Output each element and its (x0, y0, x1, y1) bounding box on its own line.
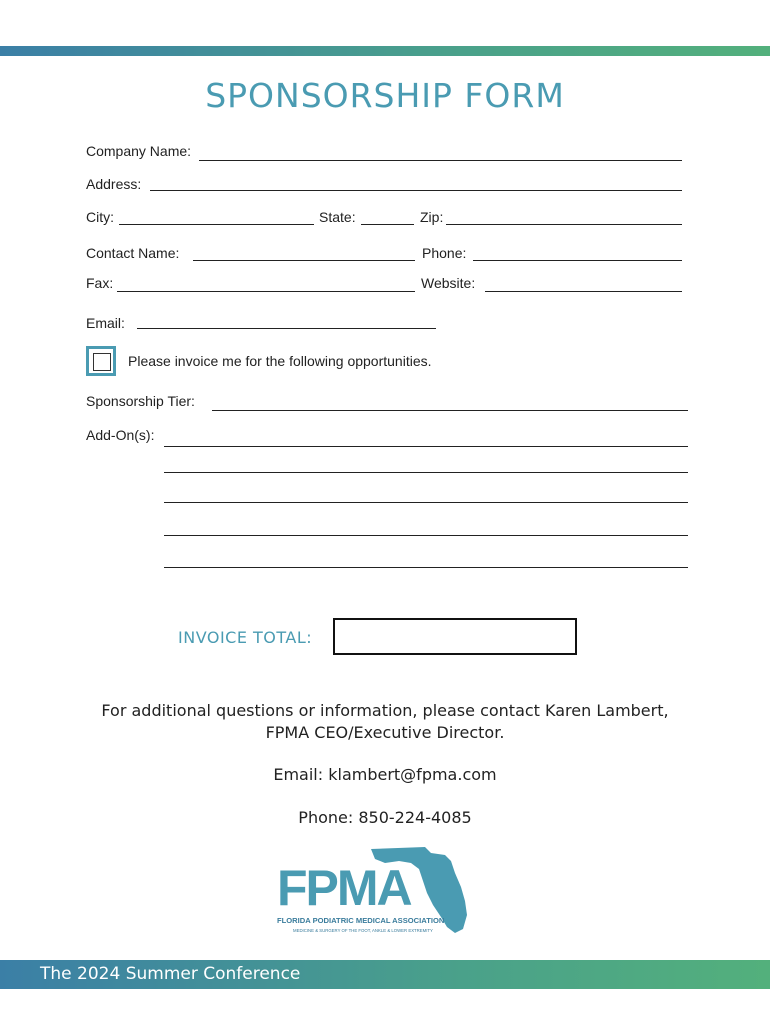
footer-conference-title: The 2024 Summer Conference (40, 964, 301, 984)
logo-org-name: FLORIDA PODIATRIC MEDICAL ASSOCIATION (277, 916, 445, 925)
add-on-line[interactable] (164, 502, 688, 503)
zip-label: Zip: (420, 209, 444, 225)
fax-field[interactable] (117, 291, 415, 292)
logo-wordmark: FPMA (277, 860, 411, 916)
add-on-line[interactable] (164, 535, 688, 536)
fpma-logo (275, 845, 475, 937)
contact-name-field[interactable] (193, 260, 415, 261)
website-label: Website: (421, 275, 476, 291)
email-label: Email: (86, 315, 125, 331)
add-on-line[interactable] (164, 472, 688, 473)
contact-phone: Phone: 850-224-4085 (298, 808, 472, 827)
sponsorship-tier-field[interactable] (212, 410, 688, 411)
add-on-line[interactable] (164, 446, 688, 447)
state-field[interactable] (361, 224, 414, 225)
contact-name-label: Contact Name: (86, 245, 180, 261)
email-field[interactable] (137, 328, 436, 329)
invoice-checkbox-label: Please invoice me for the following opportunities. (128, 353, 432, 369)
zip-field[interactable] (446, 224, 682, 225)
city-field[interactable] (119, 224, 314, 225)
company-name-label: Company Name: (86, 143, 192, 159)
phone-field[interactable] (473, 260, 682, 261)
form-title: SPONSORSHIP FORM (205, 76, 565, 115)
add-ons-label: Add-On(s): (86, 427, 155, 443)
contact-info-line1: For additional questions or information, please contact Karen Lambert, (101, 701, 669, 720)
city-label: City: (86, 209, 114, 225)
state-label: State: (319, 209, 356, 225)
add-on-line[interactable] (164, 567, 688, 568)
checkbox-square (93, 353, 111, 371)
footer-bar (0, 960, 770, 989)
contact-info-line2: FPMA CEO/Executive Director. (265, 723, 505, 742)
invoice-checkbox[interactable] (86, 346, 116, 376)
phone-label: Phone: (422, 245, 467, 261)
sponsorship-tier-label: Sponsorship Tier: (86, 393, 195, 409)
company-name-field[interactable] (199, 160, 682, 161)
fax-label: Fax: (86, 275, 114, 291)
invoice-total-box[interactable] (333, 618, 577, 655)
website-field[interactable] (485, 291, 682, 292)
logo-tagline: MEDICINE & SURGERY OF THE FOOT, ANKLE & LOWER EXTREMITY (293, 928, 433, 933)
invoice-total-label: INVOICE TOTAL: (178, 628, 313, 647)
contact-email: Email: klambert@fpma.com (273, 765, 497, 784)
address-field[interactable] (150, 190, 682, 191)
address-label: Address: (86, 176, 142, 192)
top-accent-bar (0, 46, 770, 56)
